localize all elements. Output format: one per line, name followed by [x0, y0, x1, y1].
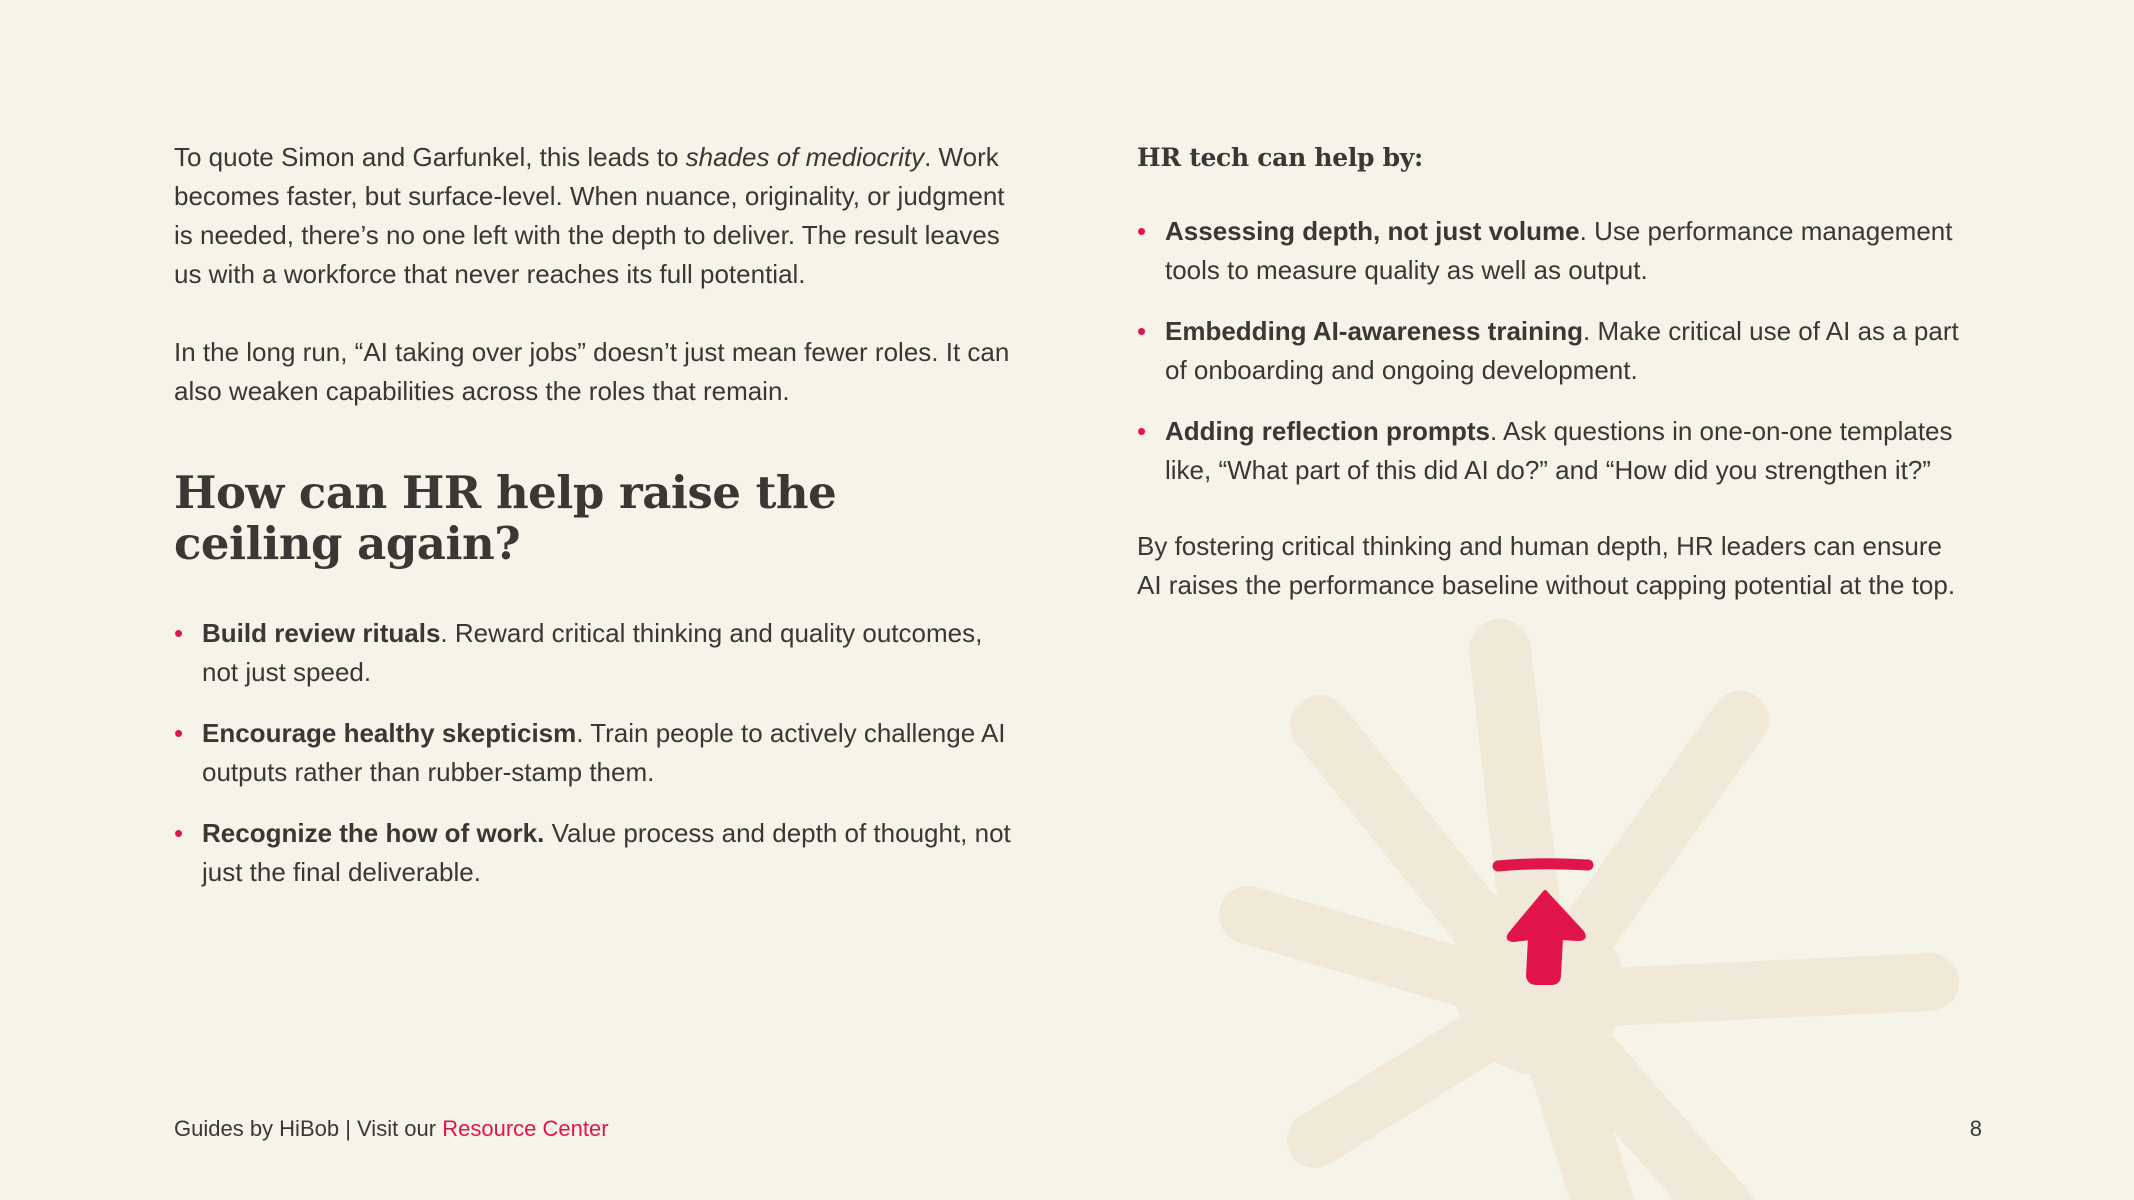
- list-item: [174, 814, 1014, 892]
- list-item-title: Adding reflection prompts: [1165, 416, 1490, 446]
- list-item-title: Embedding AI-awareness training: [1165, 316, 1584, 346]
- right-column: [1137, 138, 1967, 644]
- bullet-icon: •: [174, 818, 184, 848]
- list-item-title: Encourage healthy skepticism: [202, 718, 577, 748]
- intro-text-start: To quote Simon and Garfunkel, this leads to: [174, 142, 686, 172]
- bullet-icon: •: [1137, 316, 1147, 346]
- resource-center-link[interactable]: Resource Center: [442, 1116, 609, 1141]
- footer-text: Guides by HiBob | Visit our: [174, 1116, 443, 1141]
- intro-text-end: . Work becomes faster, but surface-level. When nuance, originality, or judgment is needed, there’s no one left with the depth to deliver. The result leaves us with a workforce that never reaches its full potential.: [174, 142, 1005, 289]
- section-heading: How can HR help raise the ceiling again?: [174, 466, 837, 570]
- intro-emphasis: shades of mediocrity: [685, 142, 925, 172]
- list-item: [174, 714, 1014, 792]
- long-run-paragraph: In the long run, “AI taking over jobs” doesn’t just mean fewer roles. It can also weaken capabilities across the roles that remain.: [174, 337, 1010, 406]
- starburst-shape: [1248, 650, 1930, 1200]
- hr-tech-list: [1137, 212, 1967, 490]
- bullet-icon: •: [174, 718, 184, 748]
- starburst-decoration: [1210, 600, 2000, 1200]
- list-item-title: Assessing depth, not just volume: [1165, 216, 1580, 246]
- hr-tech-heading: HR tech can help by:: [1137, 143, 1423, 172]
- list-item-text: . Make critical use of AI as a part of onboarding and ongoing development.: [1165, 316, 1959, 385]
- bullet-icon: •: [1137, 416, 1147, 446]
- list-item: [1137, 412, 1967, 490]
- list-item-title: Build review rituals: [202, 618, 441, 648]
- list-item: [1137, 212, 1967, 290]
- hr-actions-list: [174, 614, 1014, 892]
- list-item-text: . Ask questions in one-on-one templates like, “What part of this did AI do?” and “How did you strengthen it?”: [1165, 416, 1953, 485]
- closing-paragraph: By fostering critical thinking and human depth, HR leaders can ensure AI raises the performance baseline without capping potential at the top.: [1137, 531, 1956, 600]
- bullet-icon: •: [174, 618, 184, 648]
- footer: [174, 1114, 609, 1144]
- list-item: [174, 614, 1014, 692]
- list-item-text: . Train people to actively challenge AI outputs rather than rubber-stamp them.: [202, 718, 1006, 787]
- list-item-title: Recognize the how of work.: [202, 818, 545, 848]
- list-item-text: Value process and depth of thought, not just the final deliverable.: [202, 818, 1011, 887]
- intro-paragraph: [174, 138, 1014, 294]
- list-item-text: . Reward critical thinking and quality outcomes, not just speed.: [202, 618, 983, 687]
- list-item-text: . Use performance management tools to measure quality as well as output.: [1165, 216, 1953, 285]
- left-column: [174, 138, 1014, 914]
- list-item: [1137, 312, 1967, 390]
- page-number: 8: [1969, 1116, 1982, 1141]
- bullet-icon: •: [1137, 216, 1147, 246]
